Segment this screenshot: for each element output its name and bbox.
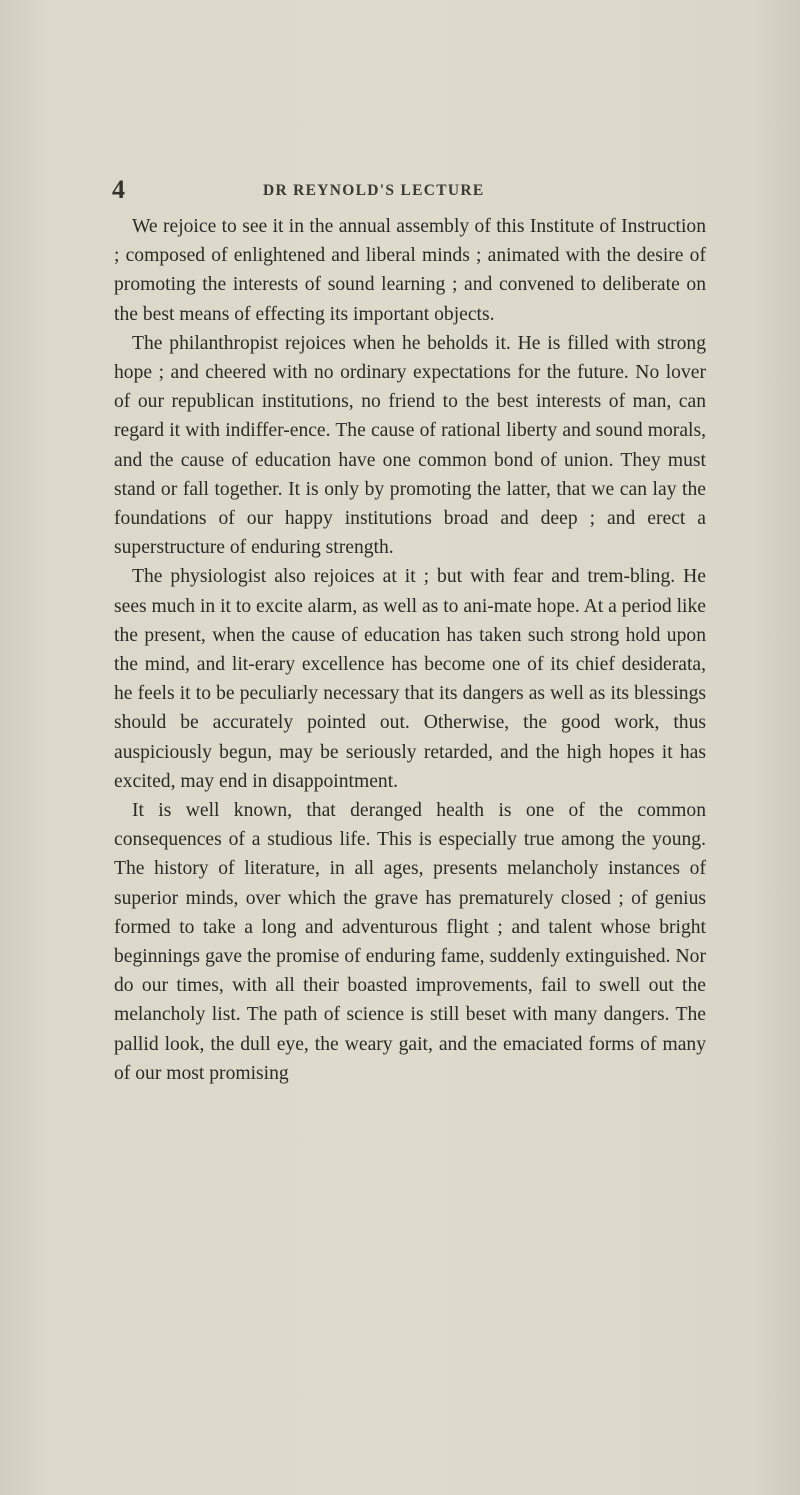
running-title: DR REYNOLD'S LECTURE [263,182,485,199]
paragraph: It is well known, that deranged health is one of the common consequences of a studious life. This is especially true among the young. The history of literature, in all ages, presents melancholy instances of superior minds, over which the grave has prematurely closed ; of genius formed to take a long and adventurous flight ; and talent whose bright beginnings gave the promise of enduring fame, suddenly extinguished. Nor do our times, with all their boasted improvements, fail to swell out the melancholy list. The path of science is still beset with many dangers. The pallid look, the dull eye, the weary gait, and the emaciated forms of many of our most promising [114,800,706,1084]
body-text [114,212,706,1088]
paragraph: The philanthropist rejoices when he beholds it. He is filled with strong hope ; and cheered with no ordinary expectations for the future. No lover of our republican institutions, no friend to the best interests of man, can regard it with indiffer-ence. The cause of rational liberty and sound morals, and the cause of education have one common bond of union. They must stand or fall together. It is only by promoting the latter, that we can lay the foundations of our happy institutions broad and deep ; and erect a superstructure of enduring strength. [114,332,706,559]
paragraph: We rejoice to see it in the annual assembly of this Institute of Instruction ; composed of enlightened and liberal minds ; animated with the desire of promoting the interests of sound learning ; and convened to deliberate on the best means of effecting its important objects. [114,216,706,325]
page-number: 4 [112,175,125,204]
paragraph: The physiologist also rejoices at it ; but with fear and trem-bling. He sees much in it to excite alarm, as well as to ani-mate hope. At a period like the present, when the cause of education has taken such strong hold upon the mind, and lit-erary excellence has become one of its chief desiderata, he feels it to be peculiarly necessary that its dangers as well as its blessings should be accurately pointed out. Otherwise, the good work, thus auspiciously begun, may be seriously retarded, and the high hopes it has excited, may end in disappointment. [114,566,706,792]
page-header [112,175,712,205]
